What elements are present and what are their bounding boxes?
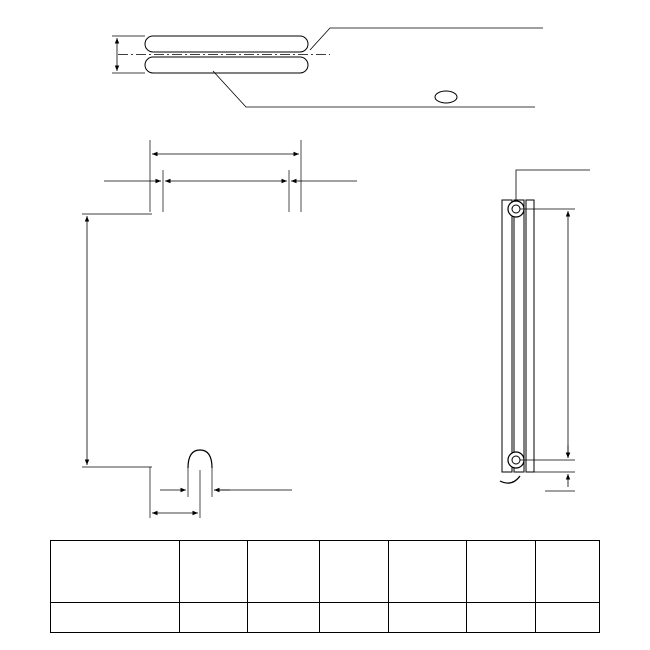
header-height — [180, 541, 248, 603]
cell-width — [248, 603, 320, 633]
side-view — [500, 170, 590, 491]
header-width — [248, 541, 320, 603]
header-product-code — [51, 541, 180, 603]
header-output — [536, 541, 600, 603]
cell-depth — [320, 603, 389, 633]
header-sections — [467, 541, 536, 603]
spec-table-header-row — [51, 541, 600, 603]
profile-oval-icon — [435, 91, 457, 103]
spec-table — [50, 540, 600, 633]
front-view — [82, 140, 357, 518]
cell-tapping-centres — [389, 603, 467, 633]
pipe-section-view — [112, 28, 543, 107]
header-depth — [320, 541, 389, 603]
cell-height — [180, 603, 248, 633]
cell-product-code — [51, 603, 180, 633]
cell-output — [536, 603, 600, 633]
table-row — [51, 603, 600, 633]
cell-sections — [467, 603, 536, 633]
header-tapping-centres — [389, 541, 467, 603]
